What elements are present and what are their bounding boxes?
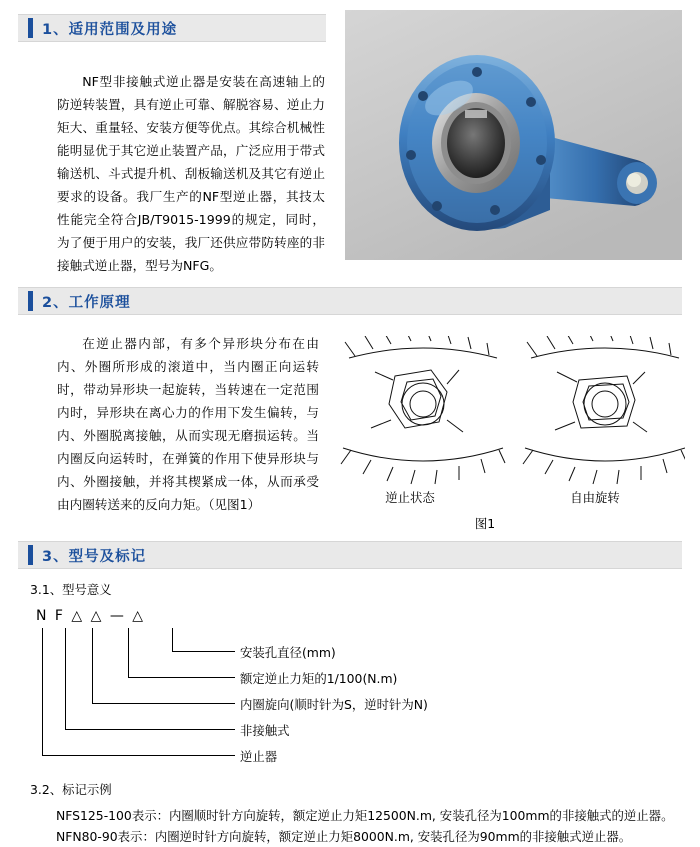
section1-paragraph: NF型非接触式逆止器是安装在高速轴上的防逆转装置，具有逆止可靠、解脱容易、逆止力矩大、重量轻、安装方便等优点。其综合机械性能明显优于其它逆止装置产品，广泛应用于带式输送机、斗式提升机、刮板输送机及其它有逆止要求的设备。我厂生产的NF型逆止器，其技太性能完全符合JB/T9015-1999的规定，同时，为了便于用户的安装，我厂还供应带防转座的非接触式逆止器，型号为NFG。 <box>57 74 325 273</box>
section-accent-bar <box>28 545 33 565</box>
subsection-3-2-label: 3.2、标记示例 <box>30 782 112 797</box>
leader-line-h-3 <box>92 703 235 704</box>
legend-bore-diameter: 安装孔直径(mm) <box>240 645 336 660</box>
legend-backstop: 逆止器 <box>240 749 278 764</box>
section2-paragraph: 在逆止器内部，有多个异形块分布在由内、外圈所形成的滚道中，当内圈正向运转时，带动异形块一起旋转，当转速在一定范围内时，异形块在离心力的作用下发生偏转，与内、外圈脱离接触，从而实现无磨损运转。当内圈反向运转时，在弹簧的作用下使异形块与内、外圈接触，并将其楔紧成一体，从而承受由内圈转送来的反向力矩。（见图1） <box>57 336 319 512</box>
leader-line-v-2 <box>128 628 129 677</box>
section-title-2: 2、工作原理 <box>42 294 131 311</box>
product-illustration <box>345 10 682 260</box>
figure1-number: 图1 <box>474 516 496 531</box>
leader-line-v-4 <box>65 628 66 729</box>
section-accent-bar <box>28 291 33 311</box>
figure1-left-caption: 逆止状态 <box>385 490 435 505</box>
section-header-2 <box>18 287 682 315</box>
example-nfn80: NFN80-90表示：内圈逆时针方向旋转，额定逆止力矩8000N.m, 安装孔径为90mm的非接触式逆止器。 <box>56 829 632 844</box>
section-title-1: 1、适用范围及用途 <box>42 21 178 38</box>
leader-line-h-4 <box>65 729 235 730</box>
leader-line-h-2 <box>128 677 235 678</box>
legend-rated-torque: 额定逆止力矩的1/100(N.m) <box>240 671 398 686</box>
example-nfs125: NFS125-100表示：内圈顺时针方向旋转，额定逆止力矩12500N.m, 安装孔径为100mm的非接触式的逆止器。 <box>56 808 674 823</box>
leader-line-h-1 <box>172 651 235 652</box>
legend-rotation-direction: 内圈旋向(顺时针为S，逆时针为N) <box>240 697 428 712</box>
subsection-3-1-label: 3.1、型号意义 <box>30 582 112 597</box>
section-header-1 <box>18 14 326 42</box>
figure1-diagram <box>335 336 685 486</box>
product-photo <box>345 10 682 260</box>
section-accent-bar <box>28 18 33 38</box>
leader-line-h-5 <box>42 755 235 756</box>
leader-line-v-5 <box>42 628 43 755</box>
sprag-diagram-svg <box>335 336 685 486</box>
section-header-3 <box>18 541 682 569</box>
legend-non-contact: 非接触式 <box>240 723 290 738</box>
figure1-right-caption: 自由旋转 <box>570 490 620 505</box>
section-title-3: 3、型号及标记 <box>42 548 147 565</box>
leader-line-v-1 <box>172 628 173 651</box>
leader-line-v-3 <box>92 628 93 703</box>
model-code-string: N F △ △ — △ <box>36 608 146 624</box>
